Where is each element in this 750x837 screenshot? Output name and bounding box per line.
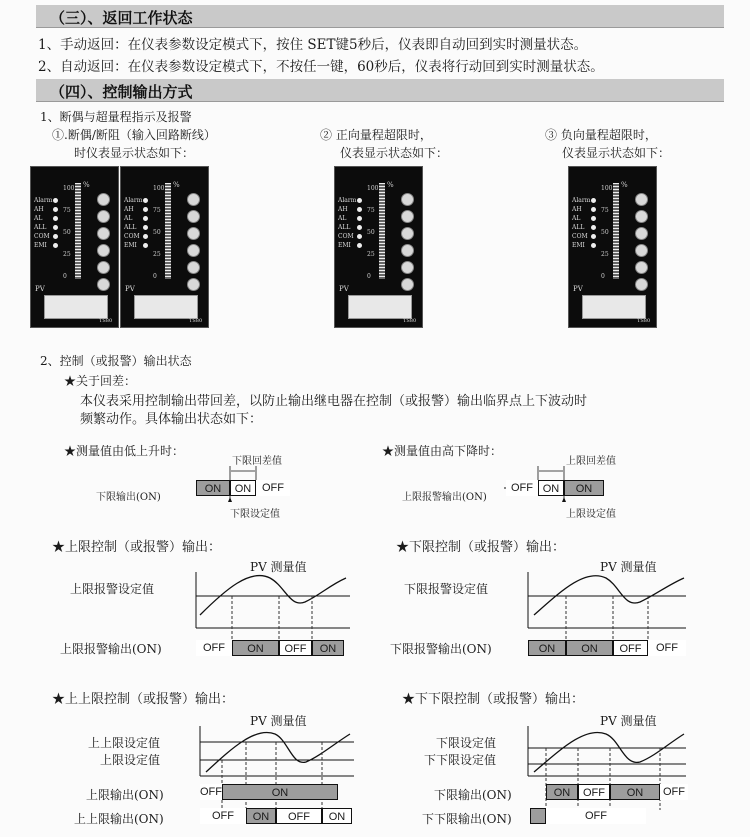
indicator-label: Alarm [124, 197, 143, 204]
caption-1b: 时仪表显示状态如下： [74, 146, 195, 160]
upper-box-2: ON [232, 640, 279, 656]
upper-set-label: 上限报警设定值 [70, 582, 155, 596]
falling-output-label: 上限报警输出(ON) [402, 492, 487, 503]
caption-3a: ③ 负向量程超限时， [545, 128, 657, 142]
indicator-label: COM [572, 233, 588, 240]
uu-row1-box-1: OFF [200, 786, 222, 798]
uu-out1-label: 上限输出(ON) [86, 788, 164, 802]
caption-2a: ② 正向量程超限时， [320, 128, 432, 142]
indicator-label: Alarm [338, 197, 357, 204]
sub-heading-1: 1、断偶与超量程指示及报警 [40, 110, 192, 124]
scale-label: 50 [63, 229, 71, 236]
falling-hysteresis-label: 上限回差值 [566, 456, 616, 467]
scale-label: 75 [63, 207, 71, 214]
ll-pv-label: PV 测量值 [600, 714, 657, 728]
uu-pv-label: PV 测量值 [250, 714, 307, 728]
scale-label: 25 [367, 251, 375, 258]
indicator-label: AL [338, 215, 347, 222]
section-4-title: （四）、控制输出方式 [50, 83, 193, 101]
lower-box-4: OFF [648, 640, 686, 656]
indicator-label: AH [572, 206, 582, 213]
indicator-label: ALL [124, 224, 137, 231]
falling-box-1: OFF [506, 480, 538, 496]
ll-out2-label: 下下限输出(ON) [422, 812, 512, 826]
scale-label: 25 [153, 251, 161, 258]
section-3-title: （三）、返回工作状态 [50, 9, 193, 27]
indicator-label: COM [34, 233, 50, 240]
indicator-label: Alarm [34, 197, 53, 204]
caption-1a: ①.断偶/断阻（输入回路断线） [52, 128, 216, 142]
uu-set2-label: 上限设定值 [100, 753, 161, 767]
indicator-label: EMI [124, 242, 137, 249]
ll-set1-label: 下限设定值 [436, 736, 497, 750]
indicator-label: AL [572, 215, 581, 222]
lower-box-3: OFF [613, 640, 648, 656]
hysteresis-line-2: 频繁动作。具体输出状态如下： [80, 412, 263, 427]
rising-output-label: 下限输出(ON) [96, 492, 161, 503]
falling-box-3: ON [564, 480, 604, 496]
indicator-label: AH [124, 206, 134, 213]
auto-return-text: 2、自动返回：在仪表参数设定模式下，不按任一键，60秒后，仪表将行动回到实时测量状态。 [38, 59, 604, 75]
indicator-label: AH [338, 206, 348, 213]
indicator-label: AL [34, 215, 43, 222]
scale-label: 75 [601, 207, 609, 214]
ll-set2-label: 下下限设定值 [424, 753, 497, 767]
indicator-label: EMI [338, 242, 351, 249]
upper-box-3: OFF [279, 640, 312, 656]
lower-box-1: ON [528, 640, 566, 656]
scale-label: 100 [367, 185, 379, 192]
model-label: TS80 [637, 318, 651, 324]
scale-label: 0 [367, 273, 371, 280]
pv-label: PV [35, 285, 45, 293]
pv-label: PV [573, 285, 583, 293]
uu-set1-label: 上上限设定值 [88, 736, 161, 750]
upper-title: ★上限控制（或报警）输出： [52, 540, 222, 555]
lower-box-2: ON [566, 640, 613, 656]
falling-set-label: 上限设定值 [566, 509, 616, 520]
caption-3b: 仪表显示状态如下： [562, 146, 671, 160]
ll-title: ★下下限控制（或报警）输出： [402, 692, 585, 707]
indicator-label: COM [124, 233, 140, 240]
uu-title: ★上上限控制（或报警）输出： [52, 692, 235, 707]
uu-row2-box-1: OFF [200, 808, 246, 824]
upper-pv-label: PV 测量值 [250, 560, 307, 574]
scale-label: 0 [601, 273, 605, 280]
upper-output-label: 上限报警输出(ON) [60, 642, 162, 656]
unit-label: % [173, 181, 180, 189]
lower-set-label: 下限报警设定值 [404, 582, 489, 596]
rising-title: ★测量值由低上升时： [64, 444, 185, 458]
indicator-label: EMI [34, 242, 47, 249]
ll-row1-box-3: ON [610, 784, 660, 800]
uu-row2-box-3: OFF [276, 808, 322, 824]
upper-box-4: ON [312, 640, 344, 656]
scale-label: 50 [601, 229, 609, 236]
rising-box-1: ON [196, 480, 230, 496]
lower-output-label: 下限报警输出(ON) [390, 642, 492, 656]
upper-box-1: OFF [196, 640, 232, 656]
model-label: TS80 [99, 318, 113, 324]
model-label: TS80 [403, 318, 417, 324]
lower-title: ★下限控制（或报警）输出： [396, 540, 566, 555]
rising-box-2: ON [230, 480, 256, 496]
pv-label: PV [125, 285, 135, 293]
pv-label: PV [339, 285, 349, 293]
ll-row1-box-2: OFF [578, 784, 610, 800]
indicator-label: AL [124, 215, 133, 222]
scale-label: 100 [601, 185, 613, 192]
indicator-label: COM [338, 233, 354, 240]
falling-title: ★测量值由高下降时： [382, 444, 503, 458]
scale-label: 50 [153, 229, 161, 236]
sub-heading-2: 2、控制（或报警）输出状态 [40, 354, 192, 368]
ll-out1-label: 下限输出(ON) [434, 788, 512, 802]
indicator-label: EMI [572, 242, 585, 249]
ll-row1-box-4: OFF [660, 784, 688, 800]
scale-label: 25 [63, 251, 71, 258]
indicator-label: Alarm [572, 197, 591, 204]
unit-label: % [83, 181, 90, 189]
model-label: TS80 [189, 318, 203, 324]
indicator-label: ALL [34, 224, 47, 231]
ll-row2-box-1: OFF [546, 808, 646, 824]
uu-out2-label: 上上限输出(ON) [74, 812, 164, 826]
scale-label: 75 [153, 207, 161, 214]
rising-set-label: 下限设定值 [230, 509, 280, 520]
scale-label: 0 [153, 273, 157, 280]
rising-box-3: OFF [256, 480, 290, 496]
scale-label: 100 [63, 185, 75, 192]
hysteresis-title: ★关于回差： [64, 374, 137, 388]
ll-row2-on-stub [530, 808, 546, 824]
unit-label: % [621, 181, 628, 189]
rising-hysteresis-label: 下限回差值 [232, 456, 282, 467]
unit-label: % [387, 181, 394, 189]
uu-row2-box-2: ON [246, 808, 276, 824]
scale-label: 100 [153, 185, 165, 192]
uu-row1-box-2: ON [222, 784, 338, 800]
scale-label: 75 [367, 207, 375, 214]
scale-label: 0 [63, 273, 67, 280]
falling-box-2: ON [538, 480, 564, 496]
ll-row1-box-1: ON [546, 784, 578, 800]
indicator-label: ALL [338, 224, 351, 231]
hysteresis-line-1: 本仪表采用控制输出带回差，以防止输出继电器在控制（或报警）输出临界点上下波动时 [80, 394, 588, 409]
scale-label: 25 [601, 251, 609, 258]
scale-label: 50 [367, 229, 375, 236]
indicator-label: AH [34, 206, 44, 213]
indicator-label: ALL [572, 224, 585, 231]
uu-row2-box-4: ON [322, 808, 352, 824]
manual-return-text: 1、手动返回：在仪表参数设定模式下，按住 SET键5秒后，仪表即自动回到实时测量状态。 [38, 37, 588, 53]
lower-pv-label: PV 测量值 [600, 560, 657, 574]
caption-2b: 仪表显示状态如下： [340, 146, 449, 160]
